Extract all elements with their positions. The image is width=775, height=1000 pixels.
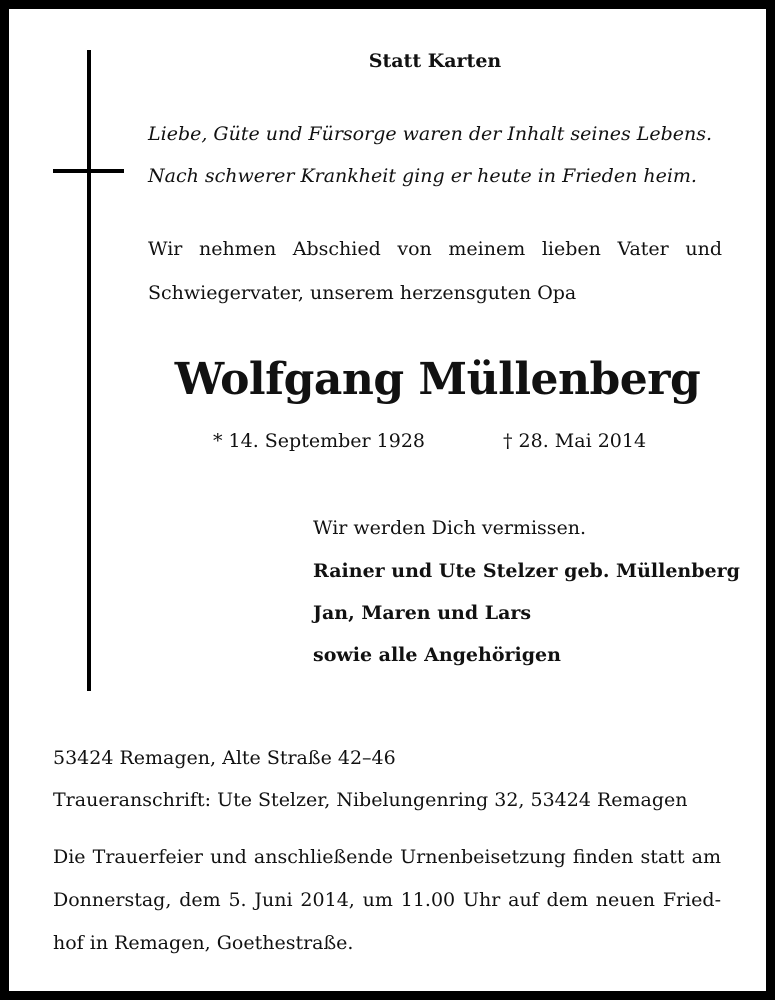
intro-text [148, 227, 722, 315]
notice-header: Statt Karten [368, 50, 502, 72]
intro-line: Wir nehmen Abschied von meinem lieben Vater und [148, 238, 722, 260]
family-member: sowie alle Angehörigen [313, 644, 561, 666]
residence-address: 53424 Remagen, Alte Straße 42–46 [53, 747, 396, 769]
birth-date: * 14. September 1928 [213, 430, 425, 452]
motto-line: Liebe, Güte und Fürsorge waren der Inhalt seines Lebens. [148, 123, 713, 145]
death-date: † 28. Mai 2014 [503, 430, 647, 452]
family-member: Jan, Maren und Lars [313, 602, 532, 624]
family-block [313, 508, 740, 676]
mourning-address: Traueranschrift: Ute Stelzer, Nibelungenring 32, 53424 Remagen [53, 789, 688, 811]
address-block [53, 737, 723, 821]
cross-icon [87, 50, 91, 691]
motto-text [148, 113, 728, 197]
service-line: hof in Remagen, Goethestraße. [53, 932, 354, 954]
miss-text: Wir werden Dich vermissen. [313, 517, 587, 539]
service-info [53, 836, 721, 965]
family-member: Rainer und Ute Stelzer geb. Müllenberg [313, 560, 740, 582]
deceased-name: Wolfgang Müllenberg [174, 354, 701, 405]
service-line: Donnerstag, dem 5. Juni 2014, um 11.00 Uhr auf dem neuen Fried- [53, 889, 721, 911]
cross-icon-beam [53, 169, 124, 173]
service-line: Die Trauerfeier und anschließende Urnenbeisetzung finden statt am [53, 846, 721, 868]
intro-line: Schwiegervater, unserem herzensguten Opa [148, 282, 577, 304]
motto-line: Nach schwerer Krankheit ging er heute in Frieden heim. [148, 165, 697, 187]
